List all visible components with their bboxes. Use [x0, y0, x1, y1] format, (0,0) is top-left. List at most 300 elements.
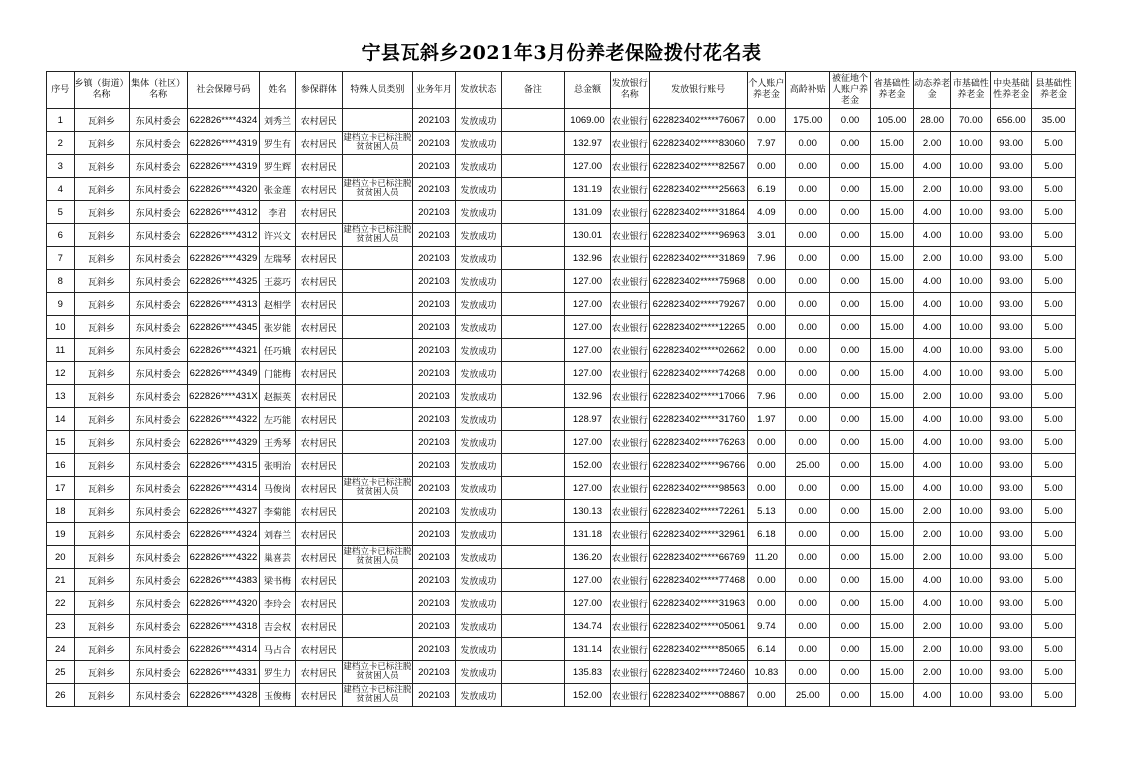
table-row — [47, 684, 1076, 707]
table-cell: 瓦斜乡 — [74, 638, 129, 661]
table-cell: 93.00 — [991, 431, 1032, 454]
table-cell: 刘秀兰 — [260, 109, 296, 132]
table-cell: 35.00 — [1032, 109, 1076, 132]
table-cell: 0.00 — [747, 362, 786, 385]
table-cell: 622823402*****82567 — [649, 155, 747, 178]
table-cell: 5.00 — [1032, 477, 1076, 500]
table-cell — [501, 592, 564, 615]
column-header: 个人账户养老金 — [747, 72, 786, 109]
table-cell: 王秀琴 — [260, 431, 296, 454]
table-cell: 瓦斜乡 — [74, 592, 129, 615]
column-header: 省基础性养老金 — [870, 72, 913, 109]
table-cell: 瓦斜乡 — [74, 431, 129, 454]
table-body — [47, 109, 1076, 707]
table-cell — [501, 661, 564, 684]
table-cell — [342, 201, 412, 224]
table-cell: 东风村委会 — [129, 684, 187, 707]
table-cell: 202103 — [413, 178, 456, 201]
table-cell: 622826****4322 — [187, 546, 259, 569]
table-cell: 农村居民 — [295, 408, 342, 431]
table-cell: 622823402*****31864 — [649, 201, 747, 224]
table-cell: 农业银行 — [610, 385, 649, 408]
table-cell: 0.00 — [830, 385, 871, 408]
table-cell: 5.00 — [1032, 316, 1076, 339]
table-cell: 15.00 — [870, 339, 913, 362]
table-row — [47, 546, 1076, 569]
table-cell: 0.00 — [747, 270, 786, 293]
table-cell: 农业银行 — [610, 592, 649, 615]
table-cell: 0.00 — [830, 362, 871, 385]
table-cell — [342, 155, 412, 178]
table-cell: 农村居民 — [295, 615, 342, 638]
table-cell: 5.00 — [1032, 247, 1076, 270]
table-cell — [342, 339, 412, 362]
table-cell: 9.74 — [747, 615, 786, 638]
table-cell: 建档立卡已标注脱贫贫困人员 — [342, 224, 412, 247]
table-row — [47, 661, 1076, 684]
table-cell: 622826****4383 — [187, 569, 259, 592]
table-cell: 202103 — [413, 592, 456, 615]
table-cell: 东风村委会 — [129, 224, 187, 247]
table-cell: 15.00 — [870, 408, 913, 431]
table-cell: 东风村委会 — [129, 385, 187, 408]
table-cell: 5.00 — [1032, 454, 1076, 477]
table-cell: 0.00 — [830, 615, 871, 638]
table-cell: 15.00 — [870, 523, 913, 546]
table-cell — [342, 385, 412, 408]
table-cell: 622823402*****02662 — [649, 339, 747, 362]
table-cell: 东风村委会 — [129, 477, 187, 500]
table-cell: 发放成功 — [455, 431, 501, 454]
table-cell: 622826****4345 — [187, 316, 259, 339]
table-cell: 130.01 — [565, 224, 611, 247]
table-cell: 瓦斜乡 — [74, 224, 129, 247]
table-cell: 128.97 — [565, 408, 611, 431]
table-cell: 0.00 — [786, 316, 830, 339]
table-cell: 10 — [47, 316, 75, 339]
table-cell: 2 — [47, 132, 75, 155]
table-cell: 622823402*****66769 — [649, 546, 747, 569]
table-cell: 发放成功 — [455, 201, 501, 224]
table-cell: 10.00 — [951, 523, 991, 546]
table-cell: 15.00 — [870, 477, 913, 500]
table-row — [47, 408, 1076, 431]
table-cell — [342, 408, 412, 431]
table-row — [47, 385, 1076, 408]
table-row — [47, 362, 1076, 385]
table-cell: 622823402*****32961 — [649, 523, 747, 546]
table-cell: 农村居民 — [295, 109, 342, 132]
table-cell: 0.00 — [830, 431, 871, 454]
table-cell: 农村居民 — [295, 247, 342, 270]
table-cell: 0.00 — [786, 592, 830, 615]
table-cell — [501, 569, 564, 592]
table-cell: 东风村委会 — [129, 661, 187, 684]
table-cell: 93.00 — [991, 523, 1032, 546]
table-cell: 农村居民 — [295, 178, 342, 201]
table-cell: 152.00 — [565, 454, 611, 477]
table-cell: 4.00 — [913, 454, 951, 477]
table-row — [47, 638, 1076, 661]
table-cell: 25 — [47, 661, 75, 684]
table-cell: 吉会权 — [260, 615, 296, 638]
table-cell: 93.00 — [991, 362, 1032, 385]
document-title: 宁县瓦斜乡2021年3月份养老保险拨付花名表 — [361, 42, 762, 64]
table-cell: 农村居民 — [295, 454, 342, 477]
table-cell: 0.00 — [747, 155, 786, 178]
table-cell: 农业银行 — [610, 178, 649, 201]
table-row — [47, 500, 1076, 523]
table-cell: 瓦斜乡 — [74, 477, 129, 500]
table-cell: 132.96 — [565, 247, 611, 270]
table-cell: 发放成功 — [455, 477, 501, 500]
column-header: 乡镇（街道）名称 — [74, 72, 129, 109]
table-cell: 202103 — [413, 615, 456, 638]
table-cell: 瓦斜乡 — [74, 132, 129, 155]
table-cell: 15.00 — [870, 569, 913, 592]
table-cell: 202103 — [413, 500, 456, 523]
table-cell — [501, 684, 564, 707]
table-cell: 136.20 — [565, 546, 611, 569]
table-cell: 4 — [47, 178, 75, 201]
table-row — [47, 316, 1076, 339]
table-cell: 131.18 — [565, 523, 611, 546]
table-cell: 农业银行 — [610, 500, 649, 523]
table-cell: 农业银行 — [610, 477, 649, 500]
table-cell: 瓦斜乡 — [74, 454, 129, 477]
table-cell: 622823402*****72460 — [649, 661, 747, 684]
table-cell: 东风村委会 — [129, 431, 187, 454]
table-cell: 东风村委会 — [129, 638, 187, 661]
table-cell: 农业银行 — [610, 638, 649, 661]
table-cell: 东风村委会 — [129, 454, 187, 477]
table-cell: 东风村委会 — [129, 339, 187, 362]
table-cell: 15.00 — [870, 362, 913, 385]
table-cell: 农业银行 — [610, 132, 649, 155]
table-cell: 农业银行 — [610, 569, 649, 592]
table-cell: 93.00 — [991, 385, 1032, 408]
table-cell: 4.09 — [747, 201, 786, 224]
table-cell: 622823402*****76067 — [649, 109, 747, 132]
table-cell: 10.00 — [951, 247, 991, 270]
table-cell: 发放成功 — [455, 247, 501, 270]
table-cell: 农业银行 — [610, 270, 649, 293]
table-cell: 15 — [47, 431, 75, 454]
table-cell: 93.00 — [991, 270, 1032, 293]
table-cell: 0.00 — [786, 500, 830, 523]
table-cell: 5.00 — [1032, 155, 1076, 178]
table-cell: 15.00 — [870, 201, 913, 224]
table-cell: 东风村委会 — [129, 500, 187, 523]
table-cell: 建档立卡已标注脱贫贫困人员 — [342, 546, 412, 569]
table-cell: 21 — [47, 569, 75, 592]
table-cell: 622826****4319 — [187, 155, 259, 178]
table-cell: 农村居民 — [295, 661, 342, 684]
column-header: 备注 — [501, 72, 564, 109]
table-cell: 农村居民 — [295, 569, 342, 592]
table-cell: 东风村委会 — [129, 316, 187, 339]
table-cell: 梁书梅 — [260, 569, 296, 592]
table-cell: 农业银行 — [610, 362, 649, 385]
table-cell: 0.00 — [830, 293, 871, 316]
table-cell: 农村居民 — [295, 385, 342, 408]
table-cell — [342, 569, 412, 592]
table-cell: 发放成功 — [455, 500, 501, 523]
table-cell: 10.00 — [951, 431, 991, 454]
table-cell: 135.83 — [565, 661, 611, 684]
table-cell: 622823402*****96963 — [649, 224, 747, 247]
table-cell: 3 — [47, 155, 75, 178]
table-cell: 93.00 — [991, 546, 1032, 569]
table-cell: 李菊能 — [260, 500, 296, 523]
table-row — [47, 431, 1076, 454]
table-cell — [501, 132, 564, 155]
table-cell: 105.00 — [870, 109, 913, 132]
table-cell: 发放成功 — [455, 454, 501, 477]
table-cell: 202103 — [413, 293, 456, 316]
table-cell: 17 — [47, 477, 75, 500]
table-cell: 11.20 — [747, 546, 786, 569]
table-cell: 10.00 — [951, 615, 991, 638]
column-header: 高龄补贴 — [786, 72, 830, 109]
table-cell: 4.00 — [913, 201, 951, 224]
table-cell: 4.00 — [913, 362, 951, 385]
table-row — [47, 247, 1076, 270]
table-cell: 202103 — [413, 109, 456, 132]
table-cell: 93.00 — [991, 684, 1032, 707]
table-cell: 2.00 — [913, 132, 951, 155]
table-cell: 0.00 — [747, 431, 786, 454]
table-cell: 10.00 — [951, 155, 991, 178]
table-cell: 0.00 — [747, 454, 786, 477]
table-cell: 2.00 — [913, 385, 951, 408]
table-cell: 127.00 — [565, 592, 611, 615]
table-cell: 622826****4324 — [187, 523, 259, 546]
table-cell: 瓦斜乡 — [74, 293, 129, 316]
table-cell: 发放成功 — [455, 270, 501, 293]
table-cell: 发放成功 — [455, 362, 501, 385]
table-cell: 发放成功 — [455, 661, 501, 684]
table-cell: 农村居民 — [295, 684, 342, 707]
table-cell: 175.00 — [786, 109, 830, 132]
table-cell: 瓦斜乡 — [74, 684, 129, 707]
table-cell: 5.00 — [1032, 500, 1076, 523]
table-cell: 瓦斜乡 — [74, 569, 129, 592]
table-cell: 10.00 — [951, 316, 991, 339]
table-cell: 0.00 — [786, 362, 830, 385]
table-cell: 127.00 — [565, 293, 611, 316]
table-cell: 东风村委会 — [129, 155, 187, 178]
table-cell: 东风村委会 — [129, 569, 187, 592]
table-cell: 4.00 — [913, 316, 951, 339]
table-cell: 15.00 — [870, 132, 913, 155]
table-cell: 10.00 — [951, 293, 991, 316]
table-cell: 0.00 — [830, 109, 871, 132]
table-cell: 0.00 — [786, 201, 830, 224]
table-cell: 农村居民 — [295, 132, 342, 155]
table-cell: 0.00 — [830, 523, 871, 546]
table-cell: 622826****4312 — [187, 224, 259, 247]
table-cell: 9 — [47, 293, 75, 316]
table-cell: 东风村委会 — [129, 270, 187, 293]
table-cell — [501, 638, 564, 661]
table-cell: 东风村委会 — [129, 523, 187, 546]
table-cell: 15.00 — [870, 316, 913, 339]
table-cell: 202103 — [413, 155, 456, 178]
table-cell: 5.13 — [747, 500, 786, 523]
table-cell: 26 — [47, 684, 75, 707]
table-cell: 93.00 — [991, 638, 1032, 661]
table-cell — [342, 615, 412, 638]
table-cell — [342, 431, 412, 454]
table-cell: 建档立卡已标注脱贫贫困人员 — [342, 661, 412, 684]
table-cell — [501, 270, 564, 293]
column-header: 序号 — [47, 72, 75, 109]
table-cell: 农村居民 — [295, 500, 342, 523]
table-cell: 622826****4327 — [187, 500, 259, 523]
table-cell: 瓦斜乡 — [74, 109, 129, 132]
table-cell: 0.00 — [786, 224, 830, 247]
table-cell: 农村居民 — [295, 155, 342, 178]
table-cell: 10.00 — [951, 201, 991, 224]
table-cell: 93.00 — [991, 477, 1032, 500]
table-cell: 0.00 — [786, 523, 830, 546]
table-cell: 15.00 — [870, 661, 913, 684]
table-cell: 农村居民 — [295, 477, 342, 500]
table-cell: 瓦斜乡 — [74, 316, 129, 339]
table-cell: 15.00 — [870, 178, 913, 201]
table-cell: 132.96 — [565, 385, 611, 408]
table-cell: 建档立卡已标注脱贫贫困人员 — [342, 178, 412, 201]
table-cell: 农村居民 — [295, 270, 342, 293]
table-cell: 622826****4318 — [187, 615, 259, 638]
table-cell: 发放成功 — [455, 155, 501, 178]
table-cell: 4.00 — [913, 431, 951, 454]
table-cell: 发放成功 — [455, 684, 501, 707]
table-cell: 15.00 — [870, 454, 913, 477]
table-cell: 农业银行 — [610, 224, 649, 247]
table-cell: 2.00 — [913, 638, 951, 661]
table-cell: 左瑞琴 — [260, 247, 296, 270]
table-cell: 马占合 — [260, 638, 296, 661]
table-cell: 左巧能 — [260, 408, 296, 431]
table-cell: 202103 — [413, 569, 456, 592]
table-cell: 127.00 — [565, 431, 611, 454]
table-cell: 10.00 — [951, 132, 991, 155]
table-row — [47, 477, 1076, 500]
table-cell: 2.00 — [913, 178, 951, 201]
table-cell: 622826****4320 — [187, 178, 259, 201]
table-cell: 7.97 — [747, 132, 786, 155]
table-cell: 5.00 — [1032, 615, 1076, 638]
table-cell: 罗生辉 — [260, 155, 296, 178]
table-cell: 0.00 — [830, 477, 871, 500]
table-cell: 东风村委会 — [129, 109, 187, 132]
table-cell: 622823402*****77468 — [649, 569, 747, 592]
table-cell: 0.00 — [747, 569, 786, 592]
table-cell: 0.00 — [786, 638, 830, 661]
table-cell: 6 — [47, 224, 75, 247]
table-cell: 15.00 — [870, 500, 913, 523]
table-cell: 0.00 — [747, 293, 786, 316]
table-cell — [501, 615, 564, 638]
table-cell: 202103 — [413, 638, 456, 661]
table-cell: 10.00 — [951, 684, 991, 707]
table-cell: 622826****4312 — [187, 201, 259, 224]
table-cell: 农业银行 — [610, 316, 649, 339]
table-cell — [501, 477, 564, 500]
table-cell: 农村居民 — [295, 431, 342, 454]
table-cell: 农业银行 — [610, 293, 649, 316]
table-cell: 2.00 — [913, 500, 951, 523]
table-cell — [342, 316, 412, 339]
table-cell: 622823402*****31760 — [649, 408, 747, 431]
table-cell: 622826****4320 — [187, 592, 259, 615]
table-cell: 202103 — [413, 454, 456, 477]
table-header — [47, 72, 1076, 109]
table-cell: 瓦斜乡 — [74, 362, 129, 385]
table-cell: 622823402*****76263 — [649, 431, 747, 454]
table-cell: 131.14 — [565, 638, 611, 661]
table-cell: 发放成功 — [455, 523, 501, 546]
table-cell — [342, 247, 412, 270]
table-cell: 202103 — [413, 523, 456, 546]
table-cell: 93.00 — [991, 339, 1032, 362]
table-cell: 0.00 — [830, 201, 871, 224]
table-cell: 25.00 — [786, 454, 830, 477]
table-cell: 202103 — [413, 201, 456, 224]
table-cell: 农村居民 — [295, 201, 342, 224]
column-header: 市基础性养老金 — [951, 72, 991, 109]
table-cell: 0.00 — [830, 661, 871, 684]
table-cell: 622823402*****96766 — [649, 454, 747, 477]
table-cell: 任巧娥 — [260, 339, 296, 362]
table-cell: 622826****4321 — [187, 339, 259, 362]
table-cell: 15.00 — [870, 684, 913, 707]
table-cell: 5.00 — [1032, 385, 1076, 408]
column-header: 县基础性养老金 — [1032, 72, 1076, 109]
table-cell: 0.00 — [786, 661, 830, 684]
table-cell: 巢喜芸 — [260, 546, 296, 569]
table-cell: 2.00 — [913, 523, 951, 546]
table-cell: 132.97 — [565, 132, 611, 155]
table-cell — [501, 201, 564, 224]
table-cell: 10.00 — [951, 569, 991, 592]
table-cell: 202103 — [413, 661, 456, 684]
table-cell: 23 — [47, 615, 75, 638]
table-cell: 622826****4349 — [187, 362, 259, 385]
table-cell: 622823402*****85065 — [649, 638, 747, 661]
table-cell: 93.00 — [991, 569, 1032, 592]
table-cell: 622826****431X — [187, 385, 259, 408]
table-cell: 622823402*****72261 — [649, 500, 747, 523]
table-cell: 15.00 — [870, 546, 913, 569]
table-cell: 93.00 — [991, 293, 1032, 316]
table-cell: 15.00 — [870, 638, 913, 661]
table-cell: 10.00 — [951, 500, 991, 523]
table-cell: 东风村委会 — [129, 362, 187, 385]
table-cell — [342, 293, 412, 316]
table-cell: 农业银行 — [610, 615, 649, 638]
table-cell: 24 — [47, 638, 75, 661]
table-cell: 93.00 — [991, 132, 1032, 155]
table-cell: 东风村委会 — [129, 293, 187, 316]
table-cell: 发放成功 — [455, 316, 501, 339]
table-cell: 瓦斜乡 — [74, 500, 129, 523]
table-cell: 建档立卡已标注脱贫贫困人员 — [342, 684, 412, 707]
table-cell: 10.00 — [951, 546, 991, 569]
table-cell: 93.00 — [991, 201, 1032, 224]
